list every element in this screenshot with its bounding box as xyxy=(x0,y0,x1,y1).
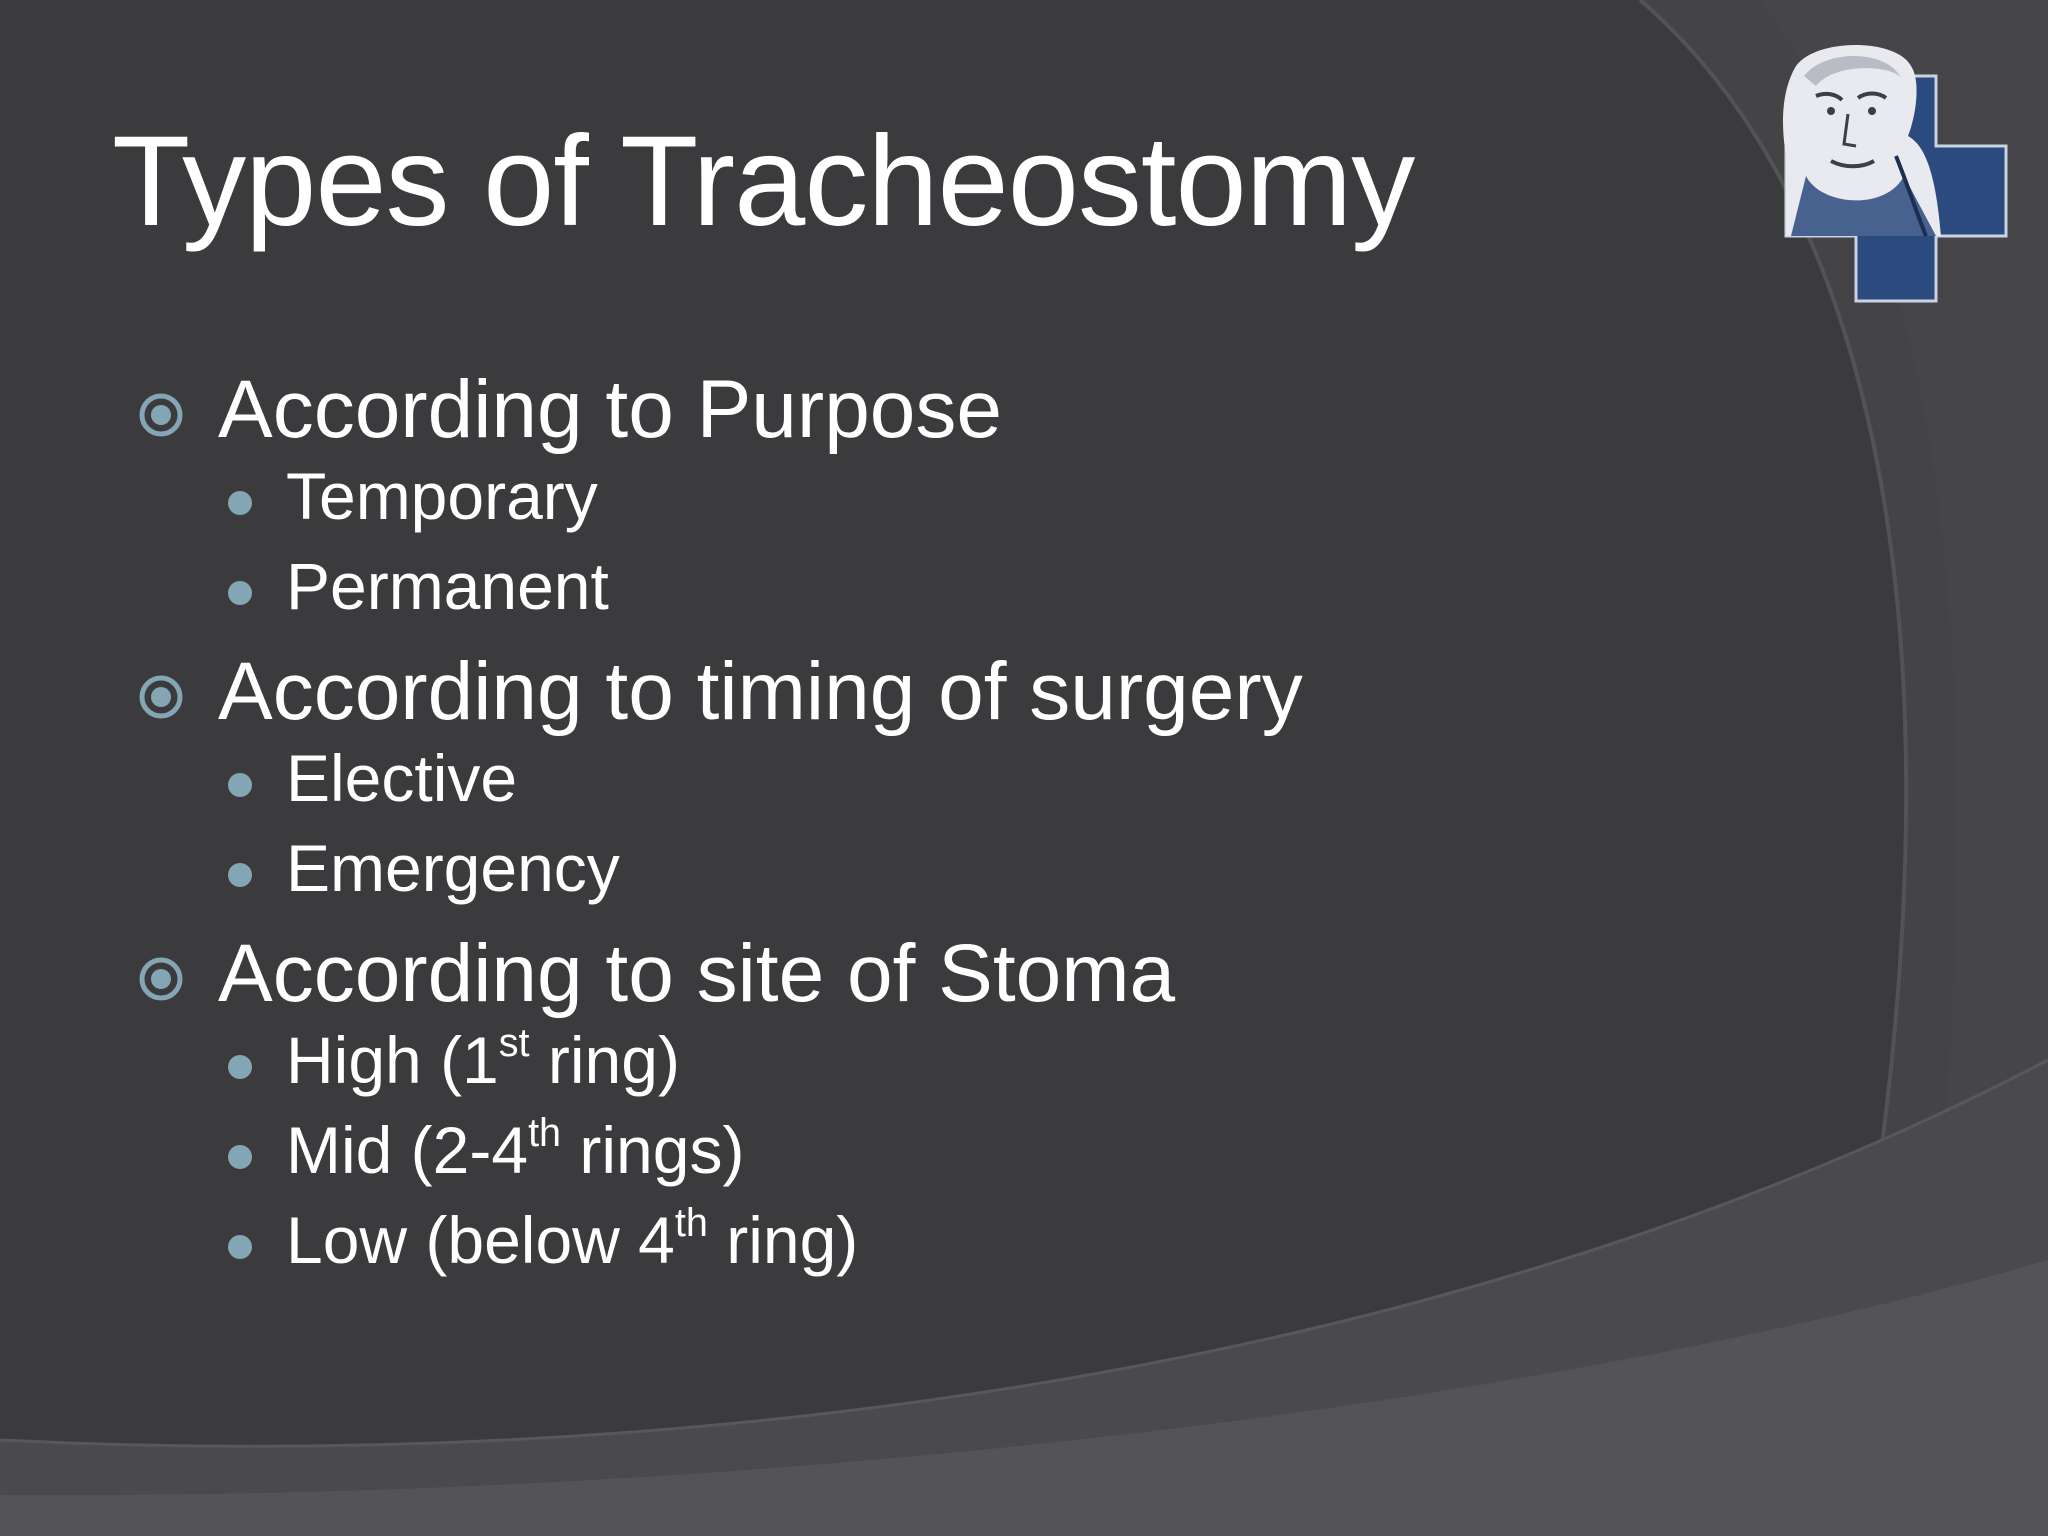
sub-bullet-item xyxy=(130,829,1630,919)
sub-text-main: Mid (2-4 xyxy=(286,1113,529,1187)
sub-text-main: Low (below 4 xyxy=(286,1203,675,1277)
filled-dot-icon xyxy=(228,491,252,515)
filled-dot-icon xyxy=(228,773,252,797)
sub-text-main: High (1 xyxy=(286,1023,499,1097)
sub-bullet-item xyxy=(130,547,1630,637)
section-stoma-site xyxy=(130,919,1630,1291)
main-bullet-text: According to timing of surgery xyxy=(218,646,1303,737)
circle-dot-icon xyxy=(138,956,184,1002)
sub-bullet-item xyxy=(130,1021,1630,1111)
sub-bullet-item xyxy=(130,457,1630,547)
sub-bullet-text: Permanent xyxy=(286,549,609,623)
filled-dot-icon xyxy=(228,581,252,605)
sub-text-tail: ring) xyxy=(529,1023,680,1097)
main-bullet-text: According to site of Stoma xyxy=(218,928,1176,1019)
main-bullet-text: According to Purpose xyxy=(218,364,1003,455)
circle-dot-icon xyxy=(138,674,184,720)
sub-text-tail: ring) xyxy=(707,1203,859,1277)
slide-title: Types of Tracheostomy xyxy=(112,110,1415,253)
sub-bullet-item xyxy=(130,1201,1630,1291)
ordinal-suffix: th xyxy=(674,1201,708,1246)
sub-bullet-text xyxy=(286,1021,680,1097)
bullet-list xyxy=(130,355,1630,1291)
sub-bullet-item xyxy=(130,1111,1630,1201)
sub-bullet-text: Temporary xyxy=(286,459,598,533)
ordinal-suffix: th xyxy=(528,1111,562,1156)
sub-bullet-text: Emergency xyxy=(286,831,620,905)
circle-dot-icon xyxy=(138,392,184,438)
main-bullet-item xyxy=(130,355,1630,457)
main-bullet-item xyxy=(130,919,1630,1021)
sub-bullet-text xyxy=(286,1201,859,1277)
sub-bullet-item xyxy=(130,739,1630,829)
filled-dot-icon xyxy=(228,1145,252,1169)
sub-bullet-text xyxy=(286,1111,745,1187)
ordinal-suffix: st xyxy=(498,1021,530,1066)
medical-cross-portrait-logo xyxy=(1776,36,2026,306)
sub-text-tail: rings) xyxy=(561,1113,745,1187)
main-bullet-item xyxy=(130,637,1630,739)
filled-dot-icon xyxy=(228,1055,252,1079)
sub-bullet-text: Elective xyxy=(286,741,518,815)
filled-dot-icon xyxy=(228,1235,252,1259)
section-timing xyxy=(130,637,1630,919)
section-purpose xyxy=(130,355,1630,637)
filled-dot-icon xyxy=(228,863,252,887)
